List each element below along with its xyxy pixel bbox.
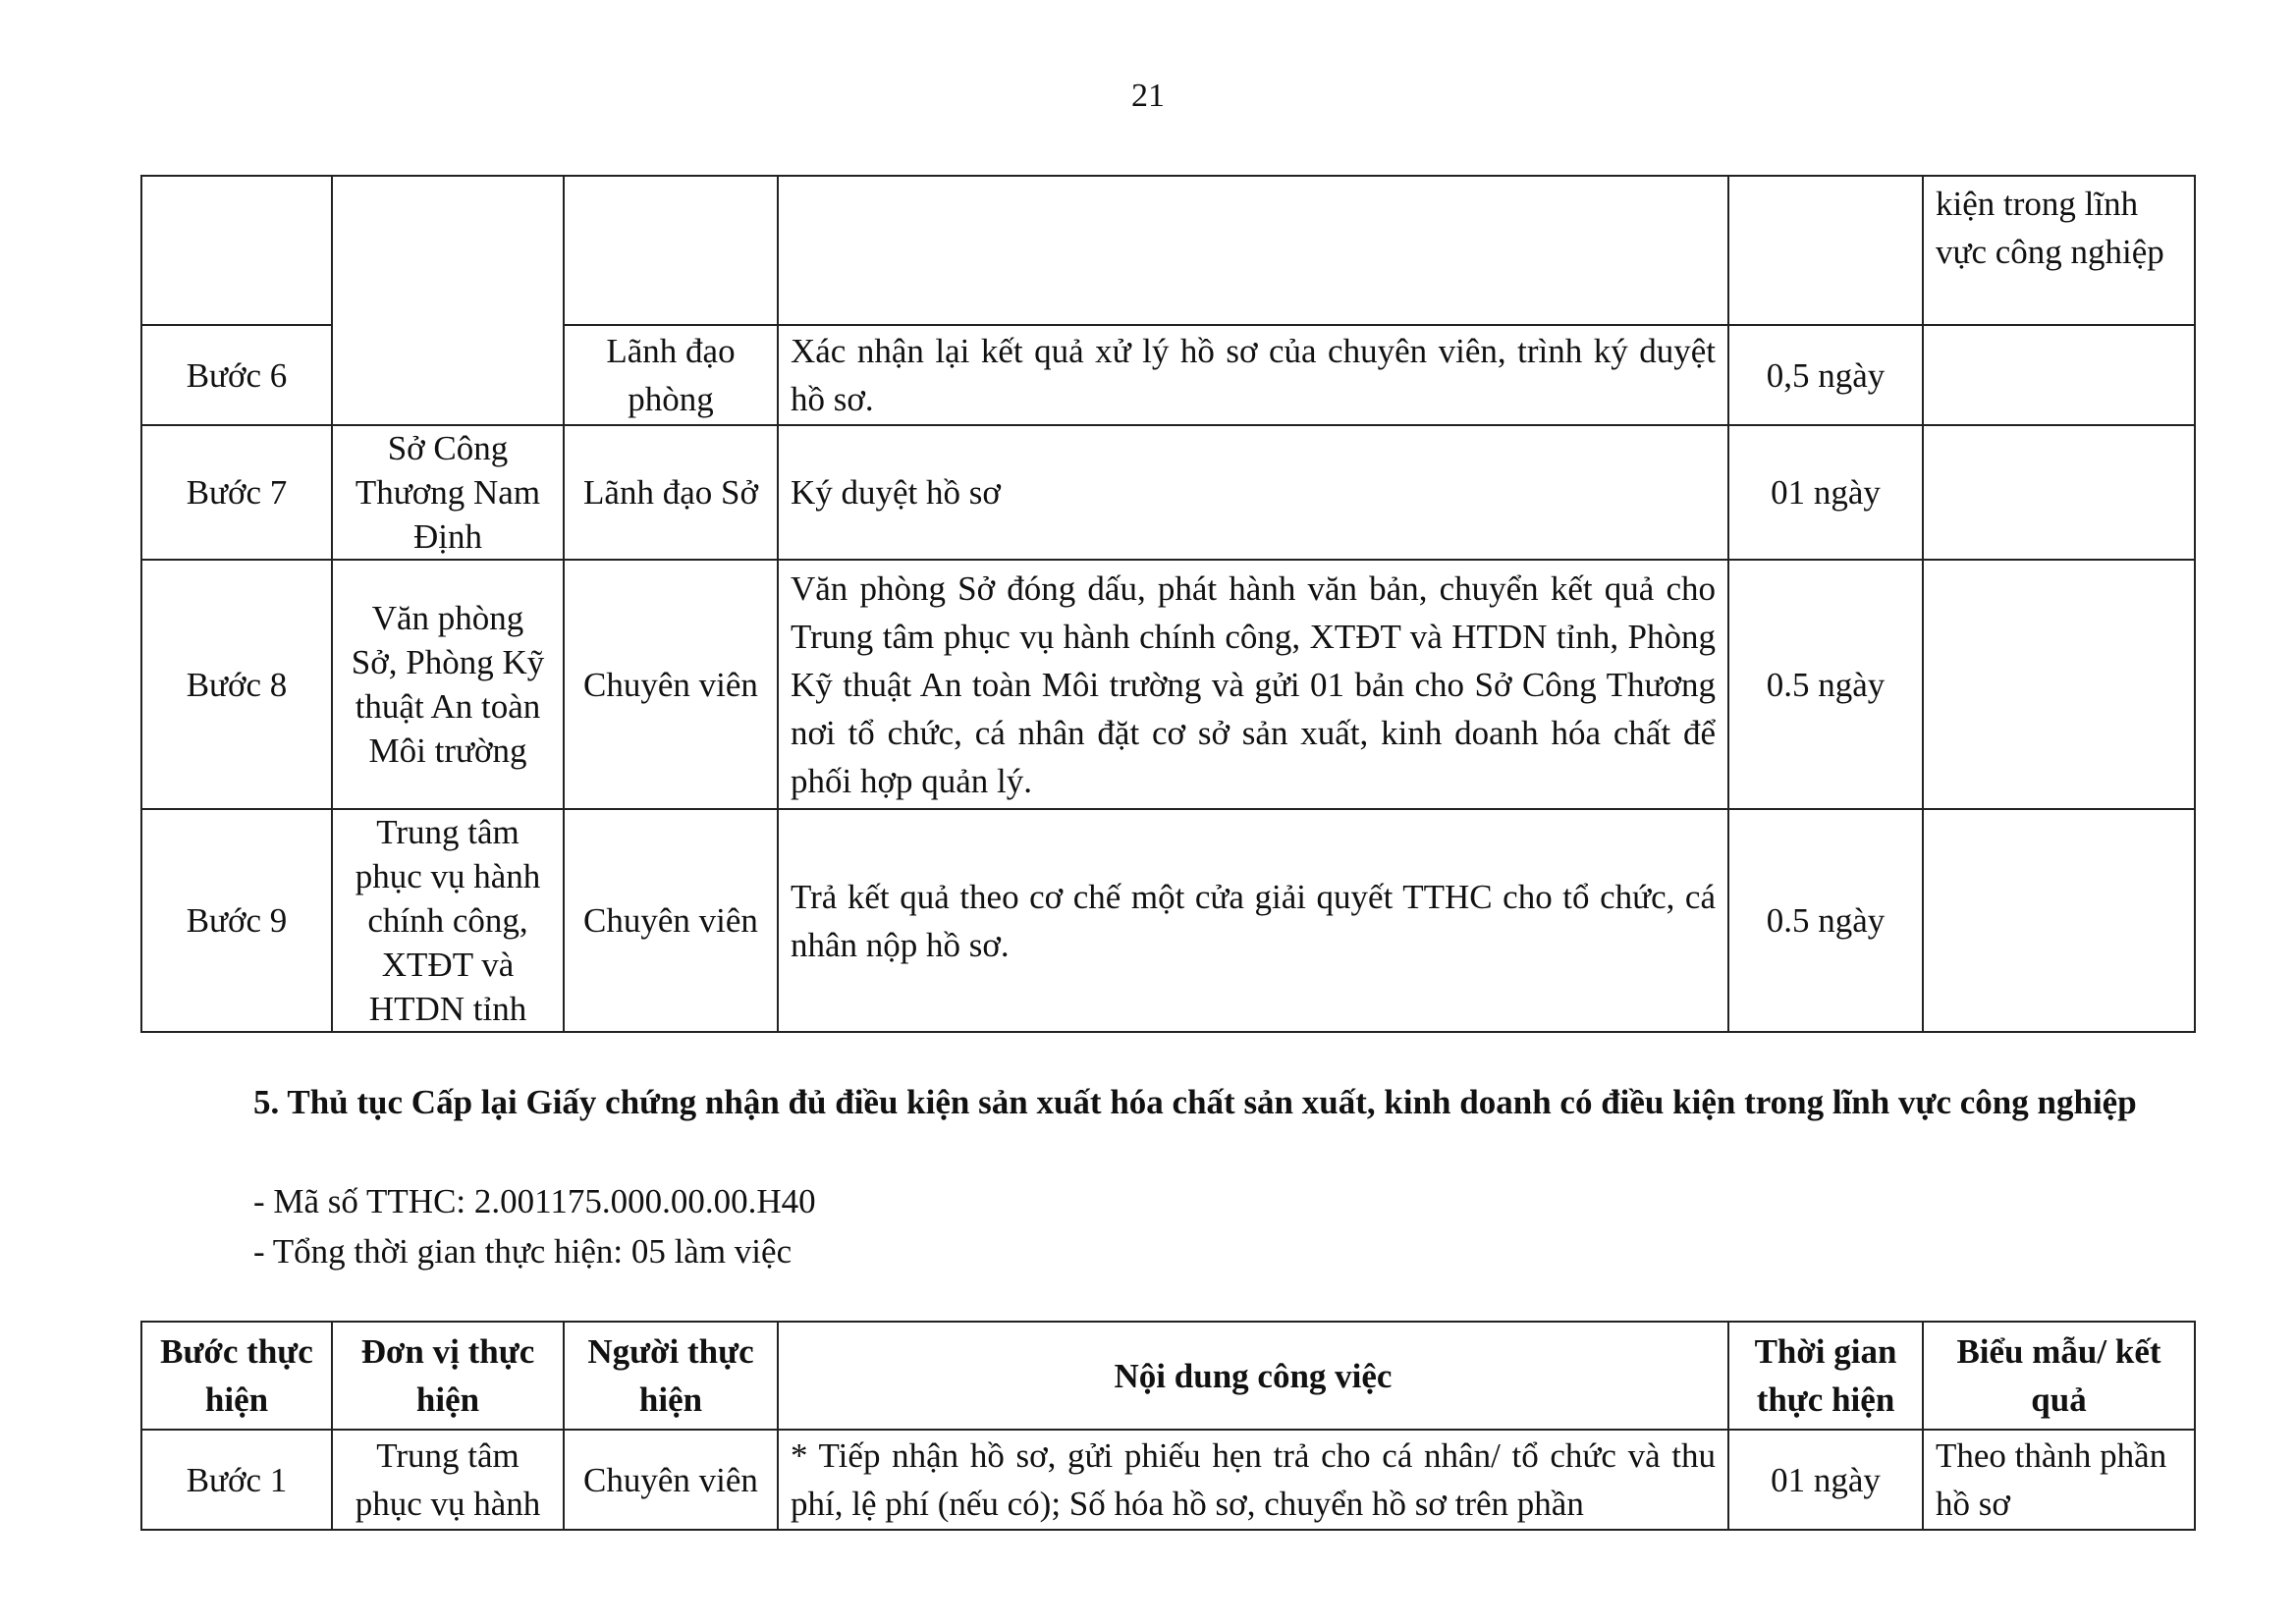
step-cell: Bước 1 xyxy=(141,1430,332,1530)
form-cell xyxy=(1923,809,2195,1032)
header-step: Bước thực hiện xyxy=(141,1322,332,1430)
content-cell: * Tiếp nhận hồ sơ, gửi phiếu hẹn trả cho cá nhân/ tổ chức và thu phí, lệ phí (nếu có); Số hóa hồ sơ, chuyển hồ sơ trên phần xyxy=(778,1430,1728,1530)
step-cell: Bước 9 xyxy=(141,809,332,1032)
form-cell: Theo thành phần hồ sơ xyxy=(1923,1430,2195,1530)
performer-cell xyxy=(564,176,778,325)
procedure-code: - Mã số TTHC: 2.001175.000.00.00.H40 xyxy=(253,1182,816,1220)
performer-cell: Lãnh đạo phòng xyxy=(564,325,778,425)
content-cell: Ký duyệt hồ sơ xyxy=(778,425,1728,560)
header-form: Biểu mẫu/ kết quả xyxy=(1923,1322,2195,1430)
header-time: Thời gian thực hiện xyxy=(1728,1322,1923,1430)
performer-cell: Lãnh đạo Sở xyxy=(564,425,778,560)
unit-cell: Sở Công Thương Nam Định xyxy=(332,425,564,560)
form-cell: kiện trong lĩnh vực công nghiệp xyxy=(1923,176,2195,325)
time-cell: 0.5 ngày xyxy=(1728,560,1923,809)
time-cell: 0.5 ngày xyxy=(1728,809,1923,1032)
table-row xyxy=(141,560,2195,809)
step-cell: Bước 6 xyxy=(141,325,332,425)
content-cell: Xác nhận lại kết quả xử lý hồ sơ của chuyên viên, trình ký duyệt hồ sơ. xyxy=(778,325,1728,425)
unit-cell: Văn phòng Sở, Phòng Kỹ thuật An toàn Môi trường xyxy=(332,560,564,809)
procedure-total-time: - Tổng thời gian thực hiện: 05 làm việc xyxy=(253,1232,793,1271)
form-cell xyxy=(1923,560,2195,809)
form-cell xyxy=(1923,425,2195,560)
unit-cell: Trung tâm phục vụ hành chính công, XTĐT và HTDN tỉnh xyxy=(332,809,564,1032)
step-cell: Bước 7 xyxy=(141,425,332,560)
content-cell: Trả kết quả theo cơ chế một cửa giải quyết TTHC cho tổ chức, cá nhân nộp hồ sơ. xyxy=(778,809,1728,1032)
performer-cell: Chuyên viên xyxy=(564,809,778,1032)
time-cell: 01 ngày xyxy=(1728,1430,1923,1530)
table-header-row xyxy=(141,1322,2195,1430)
page-number: 21 xyxy=(1131,78,1165,114)
procedure-steps-table-continued xyxy=(140,175,2196,1033)
time-cell: 0,5 ngày xyxy=(1728,325,1923,425)
table-row xyxy=(141,176,2195,325)
table-row xyxy=(141,809,2195,1032)
procedure-steps-table xyxy=(140,1321,2196,1531)
unit-cell: Trung tâm phục vụ hành xyxy=(332,1430,564,1530)
performer-cell: Chuyên viên xyxy=(564,560,778,809)
table-row xyxy=(141,425,2195,560)
performer-cell: Chuyên viên xyxy=(564,1430,778,1530)
header-content: Nội dung công việc xyxy=(778,1322,1728,1430)
step-cell: Bước 8 xyxy=(141,560,332,809)
unit-cell xyxy=(332,176,564,425)
step-cell xyxy=(141,176,332,325)
time-cell: 01 ngày xyxy=(1728,425,1923,560)
table-row xyxy=(141,1430,2195,1530)
procedure-heading: 5. Thủ tục Cấp lại Giấy chứng nhận đủ điều kiện sản xuất hóa chất sản xuất, kinh doanh có điều kiện trong lĩnh vực công nghiệp xyxy=(253,1083,2137,1121)
content-cell xyxy=(778,176,1728,325)
time-cell xyxy=(1728,176,1923,325)
content-cell: Văn phòng Sở đóng dấu, phát hành văn bản, chuyển kết quả cho Trung tâm phục vụ hành chính công, XTĐT và HTDN tỉnh, Phòng Kỹ thuật An toàn Môi trường và gửi 01 bản cho Sở Công Thương nơi tổ chức, cá nhân đặt cơ sở sản xuất, kinh doanh hóa chất để phối hợp quản lý. xyxy=(778,560,1728,809)
form-cell xyxy=(1923,325,2195,425)
header-unit: Đơn vị thực hiện xyxy=(332,1322,564,1430)
header-performer: Người thực hiện xyxy=(564,1322,778,1430)
